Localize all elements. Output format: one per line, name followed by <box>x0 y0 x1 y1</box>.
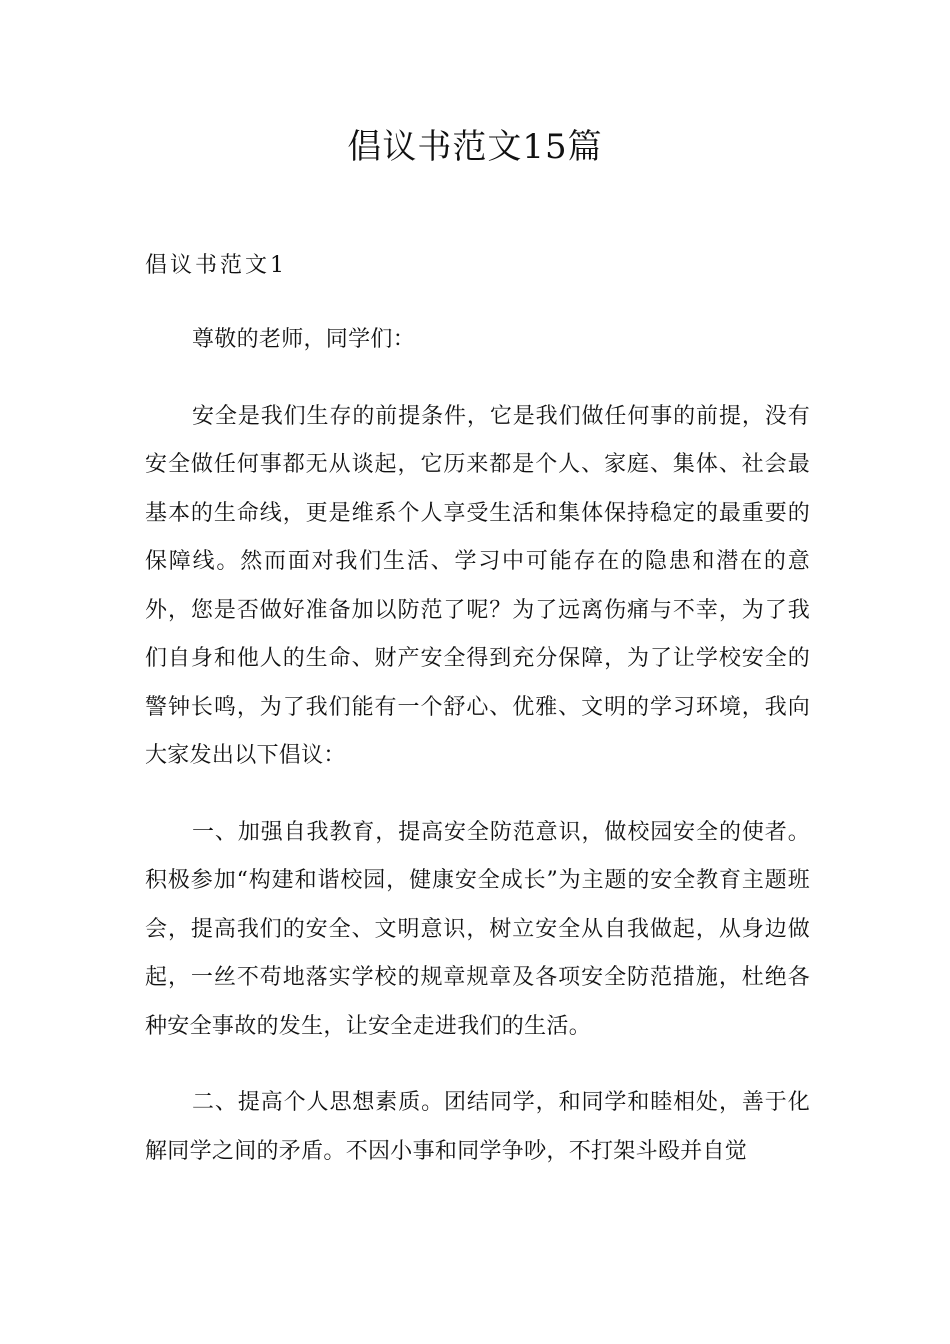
document-title: 倡议书范文15篇 <box>347 127 603 167</box>
body-paragraph: 一、加强自我教育，提高安全防范意识，做校园安全的使者。积极参加“构建和谐校园，健康安全成长”为主题的安全教育主题班会，提高我们的安全、文明意识，树立安全从自我做起，从身边做起，一丝不苟地落实学校的规章规章及各项安全防范措施，杜绝各种安全事故的发生，让安全走进我们的生活。 <box>145 819 810 1039</box>
body-paragraph: 安全是我们生存的前提条件，它是我们做任何事的前提，没有安全做任何事都无从谈起，它历来都是个人、家庭、集体、社会最基本的生命线，更是维系个人享受生活和集体保持稳定的最重要的保障线。然而面对我们生活、学习中可能存在的隐患和潜在的意外，您是否做好准备加以防范了呢？为了远离伤痛与不幸，为了我们自身和他人的生命、财产安全得到充分保障，为了让学校安全的警钟长鸣，为了我们能有一个舒心、优雅、文明的学习环境，我向大家发出以下倡议： <box>145 403 810 768</box>
body-paragraph: 二、提高个人思想素质。团结同学，和同学和睦相处，善于化解同学之间的矛盾。不因小事和同学争吵，不打架斗殴并自觉 <box>145 1090 810 1164</box>
document-body <box>145 316 810 1204</box>
greeting-paragraph: 尊敬的老师，同学们： <box>192 327 416 352</box>
section-heading: 倡议书范文1 <box>145 253 287 278</box>
